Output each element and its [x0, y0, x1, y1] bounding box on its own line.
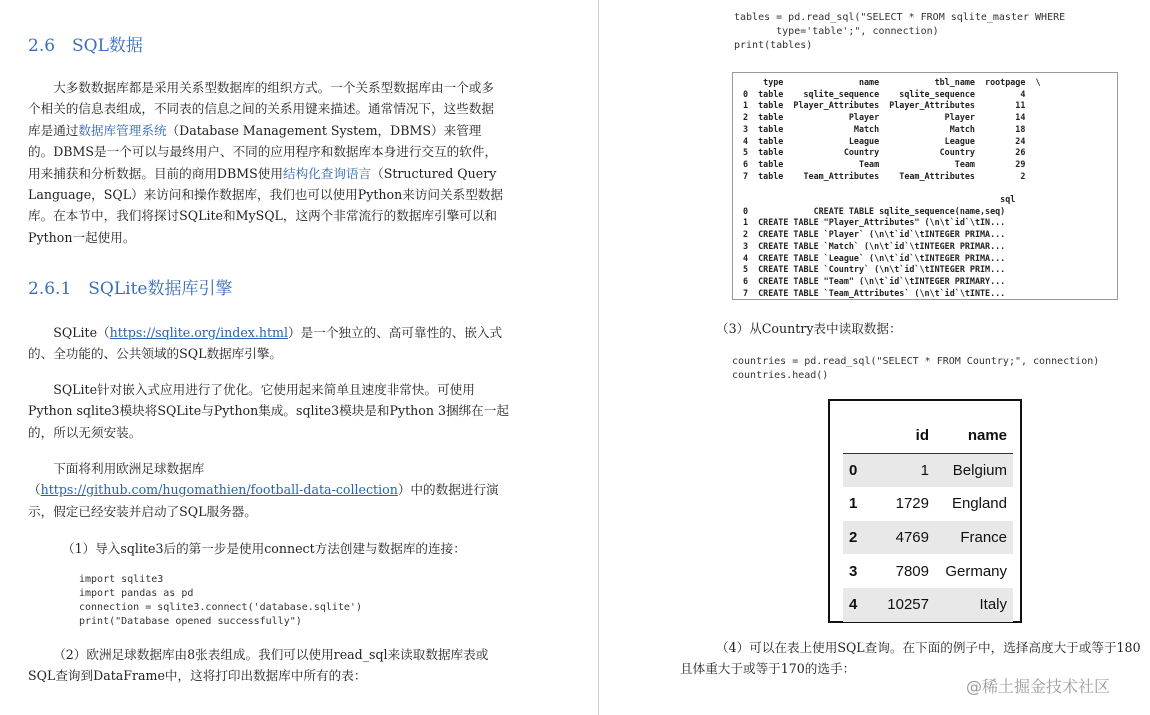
step-3-text: （3）从Country表中读取数据：	[716, 321, 902, 336]
cell-id: 10257	[887, 596, 929, 614]
term-dbms: 数据库管理系统	[78, 122, 167, 138]
cell-name: Italy	[979, 596, 1007, 614]
link-football-data[interactable]: https://github.com/hugomathien/football-data-collection	[40, 482, 398, 498]
watermark: @稀土掘金技术社区	[966, 677, 1111, 696]
term-sql: 结构化查询语言	[282, 165, 372, 181]
dataframe-output-text: type name tbl_name rootpage \ 0 table sqlite_sequence sqlite_sequence 4 1 table Player_Attributes Player_Attributes 11 2 table Player Player 14 3 table Match Match 18 4 table League League 24 5 table Country Country 26 6 table Team Team 29 7 table Team_Attributes Team_Attributes 2 sql 0 CREATE TABLE sqlite_sequence(name,seq) 1 CREATE TABLE "Player_Attributes" (\n\t`id`\tIN... 2 CREATE TABLE `Player` (\n\t`id`\tINTEGER PRIMA... 3 CREATE TABLE `Match` (\n\t`id`\tINTEGER PRIMAR... 4 CREATE TABLE `League` (\n\t`id`\tINTEGER PRIMA... 5 CREATE TABLE `Country` (\n\t`id`\tINTEGER PRIM... 6 CREATE TABLE "Team" (\n\t`id`\tINTEGER PRIMARY... 7 CREATE TABLE `Team_Attributes` (\n\t`id`\tINTE...	[743, 77, 1041, 298]
paragraph-intro: 大多数数据库都是采用关系型数据库的组织方式。一个关系型数据库由一个或多个相关的信息表组成，不同表的信息之间的关系用键来描述。通常情况下，这些数据库是通过数据库管理系统（Database Management System，DBMS）来管理的。DBMS是一个可以与最终用户、不同的应用程序和数据库本身进行交互的软件，用来捕获和分析数据。目前的商用DBMS使用结构化查询语言（Structured Query Language，SQL）来访问和操作数据库，我们也可以使用Python来访问关系型数据库。在本节中，我们将探讨SQLite和MySQL，这两个非常流行的数据库引擎可以和Python一起使用。	[28, 80, 503, 245]
section-heading-2-6: 2.6 SQL数据	[28, 36, 143, 56]
step-1-text: （1）导入sqlite3后的第一步是使用connect方法创建与数据库的连接：	[62, 541, 466, 556]
table-row	[843, 521, 1013, 555]
row-index: 1	[849, 495, 858, 513]
cell-id: 1729	[895, 495, 929, 513]
step-2-text: （2）欧洲足球数据库由8张表组成。我们可以使用read_sql来读取数据库表或SQL查询到DataFrame中，这将打印出数据库中所有的表：	[28, 647, 489, 684]
paragraph-football-db: 下面将利用欧洲足球数据库 （https://github.com/hugomathien/football-data-collection）中的数据进行演示，假定已经安装并启动了SQL服务器。	[28, 461, 499, 519]
cell-name: Germany	[945, 562, 1007, 580]
code-block-read-tables: tables = pd.read_sql("SELECT * FROM sqlite_master WHERE type='table';", connection) print(tables)	[734, 12, 1066, 51]
code-block-connect: import sqlite3 import pandas as pd connection = sqlite3.connect('database.sqlite') print("Database opened successfully")	[79, 574, 362, 627]
cell-name: England	[951, 495, 1007, 513]
row-index: 4	[849, 596, 858, 614]
header-index	[843, 419, 873, 453]
table-row	[843, 554, 1013, 588]
country-table	[843, 419, 1013, 622]
section-heading-2-6-1: 2.6.1 SQLite数据库引擎	[28, 279, 233, 299]
paragraph-sqlite: SQLite（https://sqlite.org/index.html）是一个独立的、高可靠性的、嵌入式的、全功能的、公共领域的SQL数据库引擎。	[28, 325, 503, 362]
row-index: 2	[849, 529, 858, 547]
cell-name: France	[960, 529, 1007, 547]
cell-id: 1	[920, 461, 929, 479]
step-4-text: （4）可以在表上使用SQL查询。在下面的例子中，选择高度大于或等于180且体重大于或等于170的选手：	[680, 640, 1141, 677]
row-index: 0	[849, 461, 858, 479]
right-page	[600, 0, 1150, 715]
row-index: 3	[849, 562, 858, 580]
page-divider	[598, 0, 599, 715]
dataframe-output-box	[732, 72, 1118, 300]
table-row	[843, 588, 1013, 622]
header-id: id	[873, 419, 935, 453]
table-row	[843, 453, 1013, 487]
code-block-read-country: countries = pd.read_sql("SELECT * FROM Country;", connection) countries.head()	[732, 356, 1100, 381]
cell-name: Belgium	[952, 461, 1007, 479]
table-header-row	[843, 419, 1013, 453]
paragraph-sqlite-embedded: SQLite针对嵌入式应用进行了优化。它使用起来简单且速度非常快。可使用Python sqlite3模块将SQLite与Python集成。sqlite3模块是和Python 3捆绑在一起的，所以无须安装。	[28, 382, 509, 440]
link-sqlite[interactable]: https://sqlite.org/index.html	[109, 325, 289, 340]
table-row	[843, 487, 1013, 521]
cell-id: 7809	[895, 562, 929, 580]
header-name: name	[935, 419, 1013, 453]
country-table-box	[828, 399, 1022, 623]
cell-id: 4769	[895, 529, 929, 547]
